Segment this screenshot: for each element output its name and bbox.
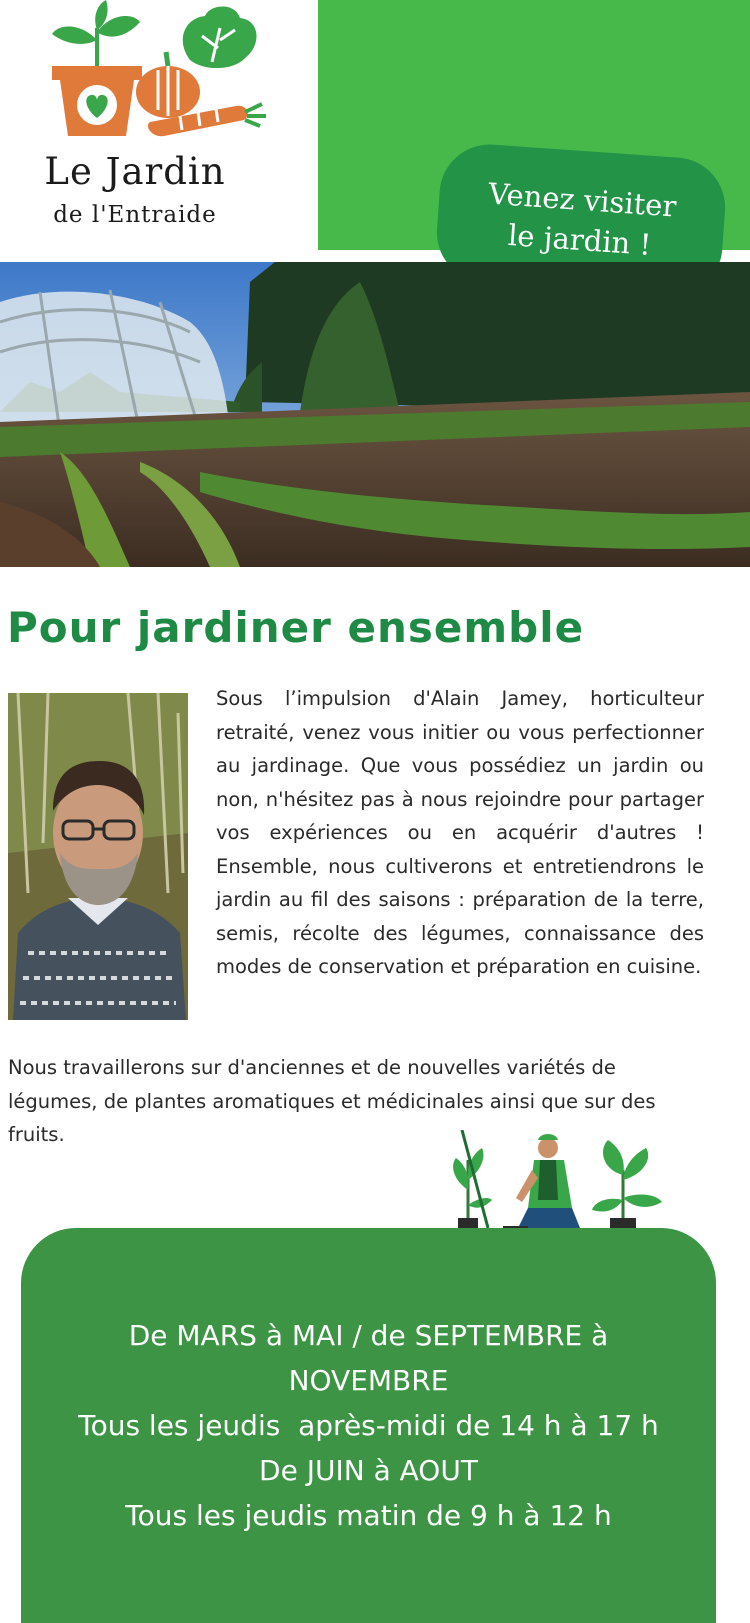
logo-subtitle: de l'Entraide — [53, 202, 217, 228]
gardener-illustration-icon — [448, 1130, 670, 1230]
schedule-text — [21, 1313, 716, 1538]
garden-photo — [0, 262, 750, 567]
schedule-line-4: De JUIN à AOUT — [259, 1454, 478, 1487]
intro-paragraph: Sous l’impulsion d'Alain Jamey, horticulteur retraité, venez vous initier ou vous perfectionner au jardinage. Que vous possédiez un jardin ou non, n'hésitez pas à nous rejoindre pour partager vos expériences ou en acquérir d'autres ! Ensemble, nous cultiverons et entretiendrons le jardin au fil des saisons : préparation de la terre, semis, récolte des légumes, connaissance des modes de conservation et préparation en cuisine. — [216, 687, 704, 978]
schedule-line-3: Tous les jeudis après-midi de 14 h à 17 h — [78, 1409, 659, 1442]
logo-title: Le Jardin — [44, 150, 226, 193]
schedule-box — [21, 1228, 716, 1623]
visit-badge-line2: le jardin ! — [506, 217, 653, 262]
body-paragraph: Nous travaillerons sur d'anciennes et de nouvelles variétés de légumes, de plantes aromatiques et médicinales ainsi que sur des fruits. — [8, 1056, 656, 1146]
flowerpot-and-vegetables-icon — [40, 0, 270, 145]
section-title: Pour jardiner ensemble — [7, 603, 585, 652]
schedule-line-2: NOVEMBRE — [288, 1364, 449, 1397]
visit-badge-line1: Venez visiter — [487, 176, 678, 224]
schedule-line-1: De MARS à MAI / de SEPTEMBRE à — [128, 1319, 609, 1352]
schedule-line-5: Tous les jeudis matin de 9 h à 12 h — [125, 1499, 612, 1532]
portrait-photo — [8, 693, 188, 1020]
